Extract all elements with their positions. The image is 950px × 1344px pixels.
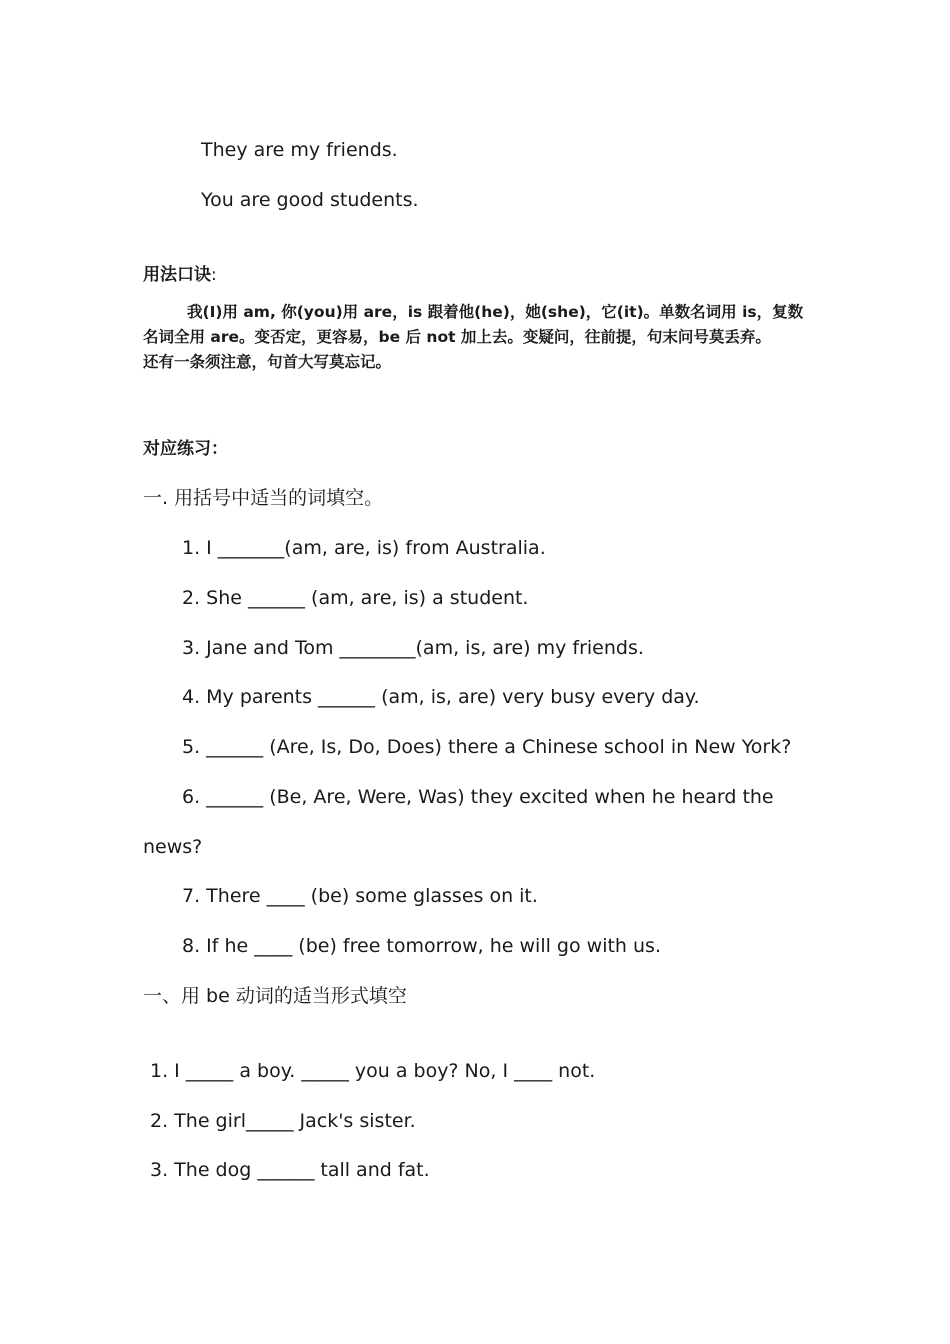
- practice-title: 对应练习：: [143, 439, 228, 459]
- exercise-item: 6. ______ (Be, Are, Were, Was) they excited when he heard the: [182, 786, 774, 808]
- exercise-item: 2. She ______ (am, are, is) a student.: [182, 587, 529, 609]
- rhyme-heading: [143, 263, 217, 287]
- exercise-item: 7. There ____ (be) some glasses on it.: [182, 885, 538, 907]
- example-sentence: They are my friends.: [201, 139, 398, 161]
- exercise-item: 8. If he ____ (be) free tomorrow, he will go with us.: [182, 935, 661, 957]
- exercise-item: 3. The dog ______ tall and fat.: [150, 1159, 430, 1181]
- part2-heading: 一、用 be 动词的适当形式填空: [143, 985, 407, 1007]
- rhyme-line: 还有一条须注意，句首大写莫忘记。: [143, 353, 392, 371]
- rhyme-line: 名词全用 are。变否定，更容易，be 后 not 加上去。变疑问，往前提，句末问号莫丢弃。: [143, 328, 771, 346]
- exercise-item: 2. The girl_____ Jack's sister.: [150, 1110, 416, 1132]
- exercise-item: 1. I _______(am, are, is) from Australia.: [182, 537, 546, 559]
- part1-heading: 一. 用括号中适当的词填空。: [143, 487, 384, 509]
- rhyme-title-colon: :: [211, 265, 217, 285]
- exercise-item: 1. I _____ a boy. _____ you a boy? No, I ____ not.: [150, 1060, 596, 1082]
- rhyme-line: 我(I)用 am, 你(you)用 are，is 跟着他(he)，她(she)，它(it)。单数名词用 is，复数: [187, 303, 804, 321]
- exercise-item-continued: news?: [143, 836, 203, 858]
- exercise-item: 4. My parents ______ (am, is, are) very busy every day.: [182, 686, 700, 708]
- usage-rhyme: [143, 300, 813, 375]
- rhyme-title: 用法口诀: [143, 265, 211, 285]
- example-sentence: You are good students.: [201, 189, 419, 211]
- exercise-item: 5. ______ (Are, Is, Do, Does) there a Chinese school in New York?: [182, 736, 792, 758]
- exercise-item: 3. Jane and Tom ________(am, is, are) my friends.: [182, 637, 644, 659]
